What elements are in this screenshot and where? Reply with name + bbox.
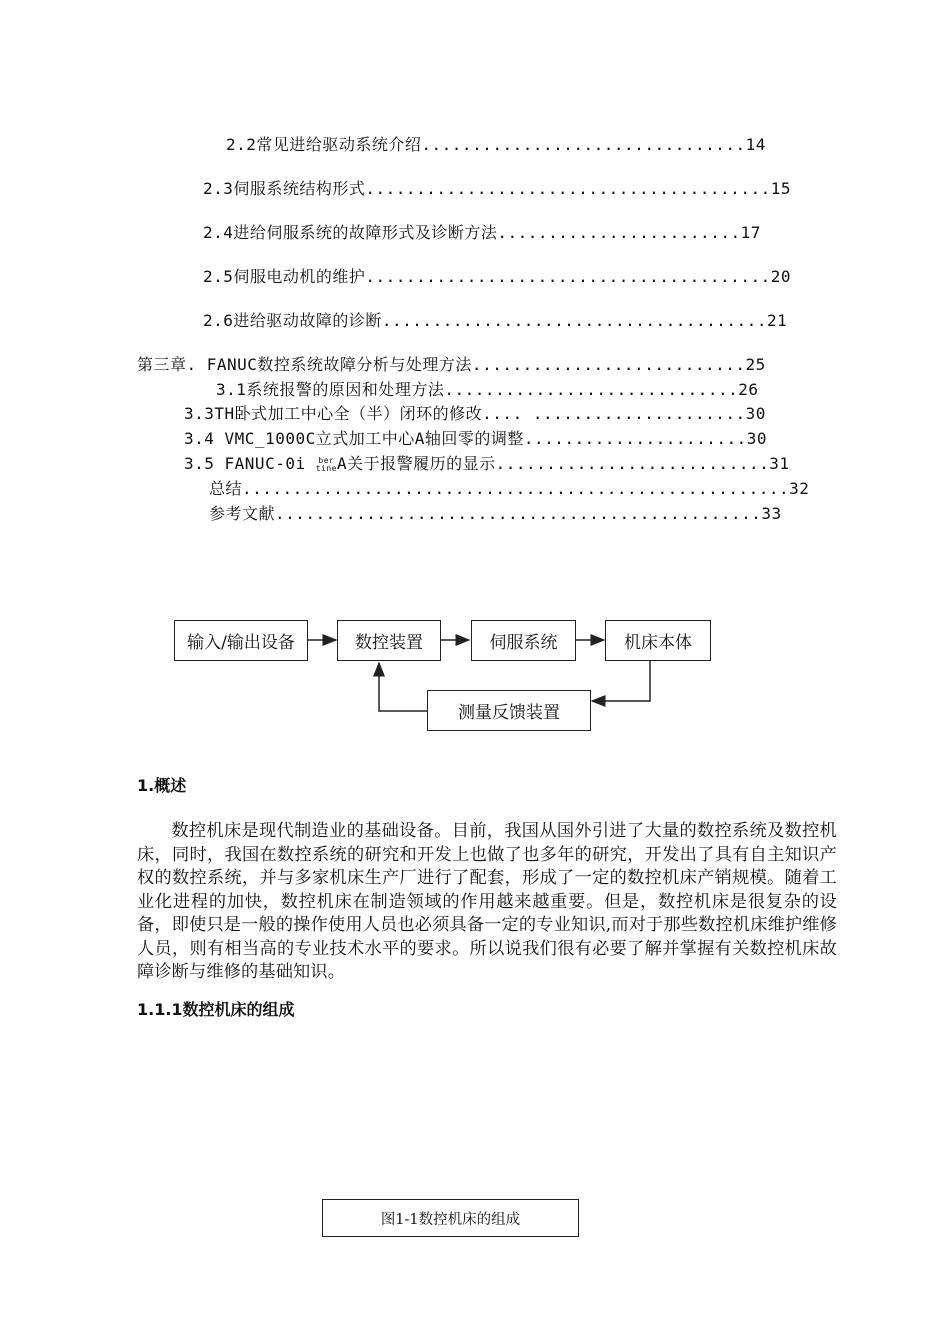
figure-caption: 图1-1数控机床的组成 bbox=[322, 1199, 579, 1237]
feedback-device-box: 测量反馈装置 bbox=[427, 690, 591, 731]
toc-entry-2-3[interactable]: 2.3伺服系统结构形式........................................15 bbox=[203, 179, 791, 198]
machine-body-box: 机床本体 bbox=[605, 620, 711, 661]
subsection-heading: 1.1.1数控机床的组成 bbox=[137, 1000, 295, 1019]
toc-entry-3-5-prefix: 3.5 FANUC-0i bbox=[184, 454, 316, 473]
toc-entry-references[interactable]: 参考文献................................................33 bbox=[209, 504, 782, 523]
section-heading: 1.概述 bbox=[137, 776, 187, 795]
toc-entry-2-5[interactable]: 2.5伺服电动机的维护........................................20 bbox=[203, 267, 791, 286]
servo-system-box: 伺服系统 bbox=[471, 620, 576, 661]
toc-entry-2-4[interactable]: 2.4进给伺服系统的故障形式及诊断方法........................17 bbox=[203, 223, 761, 242]
body-paragraph: 数控机床是现代制造业的基础设备。目前，我国从国外引进了大量的数控系统及数控机床，同时，我国在数控系统的研究和开发上也做了也多年的研究，开发出了具有自主知识产权的数控系统，并与多家机床生产厂进行了配套，形成了一定的数控机床产销规模。随着工业化进程的加快，数控机床在制造领域的作用越来越重要。但是，数控机床是很复杂的设备，即使只是一般的操作使用人员也必须具备一定的专业知识,而对于那些数控机床维护维修人员，则有相当高的专业技术水平的要求。所以说我们很有必要了解并掌握有关数控机床故障诊断与维修的基础知识。 bbox=[137, 821, 837, 982]
cnc-device-box: 数控装置 bbox=[337, 620, 441, 661]
toc-entry-3-5-suffix: A关于报警履历的显示...........................31 bbox=[337, 454, 790, 473]
toc-entry-3-3[interactable]: 3.3TH卧式加工中心全（半）闭环的修改.... .....................30 bbox=[184, 404, 766, 423]
toc-entry-3-4[interactable]: 3.4 VMC_1000C立式加工中心A轴回零的调整......................30 bbox=[184, 429, 768, 448]
stacked-text-top: ber bbox=[318, 455, 335, 465]
stacked-text-bottom: tine bbox=[315, 463, 337, 473]
toc-entry-2-2[interactable]: 2.2常见进给驱动系统介绍................................14 bbox=[226, 135, 766, 154]
arrow-feedback-to-cnc bbox=[379, 663, 427, 711]
arrow-machine-to-feedback bbox=[592, 660, 650, 701]
io-device-box: 输入/输出设备 bbox=[174, 620, 308, 661]
toc-entry-chapter-3[interactable]: 第三章. FANUC数控系统故障分析与处理方法...........................25 bbox=[137, 355, 766, 374]
toc-entry-summary[interactable]: 总结......................................................32 bbox=[209, 479, 810, 498]
toc-entry-3-1[interactable]: 3.1系统报警的原因和处理方法.............................26 bbox=[216, 380, 759, 399]
toc-entry-2-6[interactable]: 2.6进给驱动故障的诊断......................................21 bbox=[203, 311, 788, 330]
